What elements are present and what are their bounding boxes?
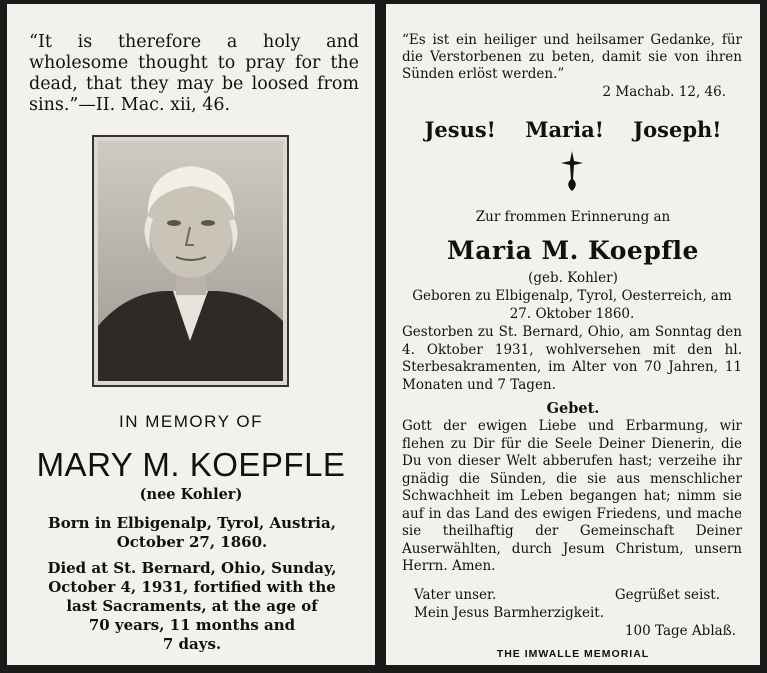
english-memorial-card (7, 4, 375, 665)
portrait-photo (92, 135, 289, 387)
birth-line: Born in Elbigenalp, Tyrol, Austria, (48, 514, 336, 532)
cross-icon (559, 149, 585, 193)
deceased-name-german: Maria M. Koepfle (447, 236, 699, 265)
mein-jesus: Mein Jesus Barmherzigkeit. (414, 605, 604, 621)
birth-line: October 27, 1860. (116, 533, 268, 551)
prayer-text: Gott der ewigen Liebe und Erbarmung, wir flehen zu Dir für die Seele Deiner Dienerin, die Du von dieser Welt abberufen hast; verzeihe ihr gnädig die Sünden, die sie aus menschlicher Schwachheit im Leben begangen hat; nimm sie auf in das Land des ewigen Friedens, und mache sie theilhaftig der Gemeinschaft Deiner Auserwählten, durch Jesum Christum, unsern Herrn. Amen. (402, 418, 742, 574)
death-details-english (27, 559, 357, 654)
death-line: 70 years, 11 months and (88, 616, 296, 634)
birth-details-german: Geboren zu Elbigenalp, Tyrol, Oesterreich, am 27. Oktober 1860. (412, 288, 732, 322)
german-memorial-card (386, 4, 760, 665)
deceased-name-english: MARY M. KOEPFLE (36, 446, 346, 483)
remembrance-intro: Zur frommen Erinnerung an (475, 209, 671, 225)
death-line: last Sacraments, at the age of (66, 597, 318, 615)
death-line: 7 days. (162, 635, 222, 653)
in-memory-heading: IN MEMORY OF (119, 412, 263, 431)
portrait-image (98, 141, 283, 381)
birth-details-english (27, 514, 357, 552)
maiden-name-english: (nee Kohler) (139, 486, 243, 503)
printer-imprint: THE IMWALLE MEMORIAL (496, 648, 650, 660)
prayer-title: Gebet. (546, 400, 600, 417)
death-details-german: Gestorben zu St. Bernard, Ohio, am Sonntag den 4. Oktober 1931, wohlversehen mit den hl. Sterbesakramenten, im Alter von 70 Jahren, 11 Monaten und 7 Tagen. (402, 324, 742, 393)
death-line: Died at St. Bernard, Ohio, Sunday, (47, 559, 337, 577)
invocation-heading: Jesus! Maria! Joseph! (424, 117, 722, 142)
scripture-reference: 2 Machab. 12, 46. (602, 84, 726, 100)
scripture-verse-english: “It is therefore a holy and wholesome thought to pray for the dead, that they may be loosed from sins.”—II. Mac. xii, 46. (29, 32, 359, 115)
ave-maria: Gegrüßet seist. (614, 587, 720, 603)
maiden-name-german: (geb. Kohler) (528, 270, 618, 286)
death-line: October 4, 1931, fortified with the (48, 578, 336, 596)
scripture-verse-german: “Es ist ein heiliger und heilsamer Gedanke, für die Verstorbenen zu beten, damit sie von ihren Sünden erlöst werden.” (402, 32, 742, 82)
vater-unser: Vater unser. (414, 587, 497, 603)
indulgence-note: 100 Tage Ablaß. (624, 623, 736, 639)
